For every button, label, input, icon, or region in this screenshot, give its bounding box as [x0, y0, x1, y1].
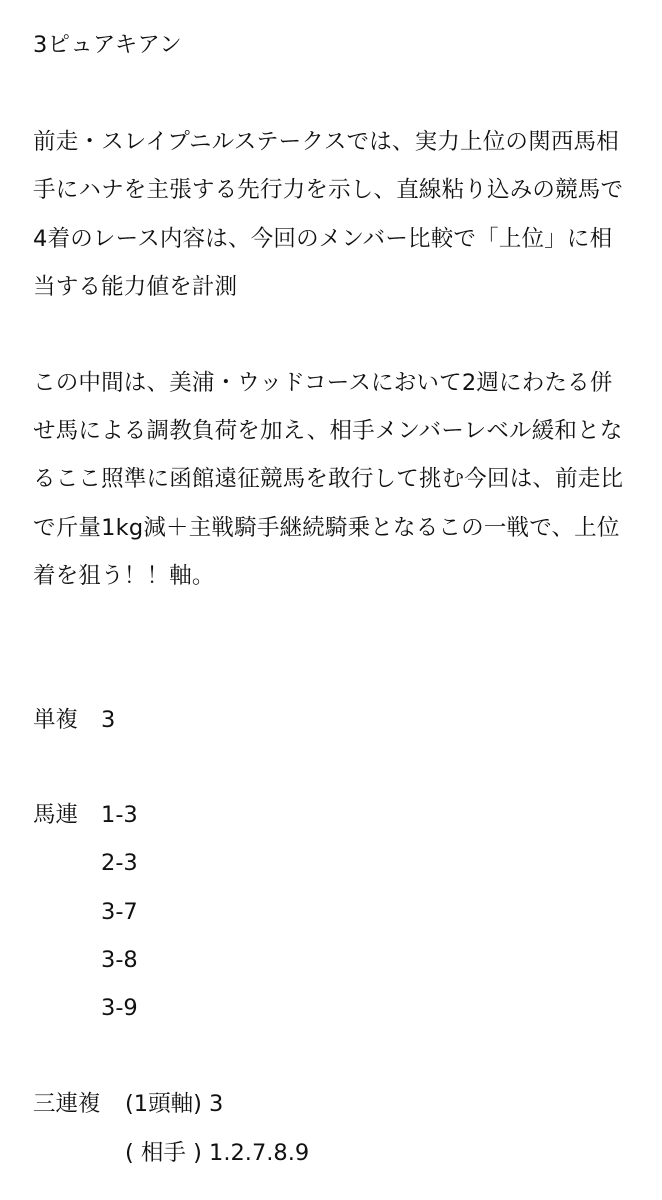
bet-value: 1-3	[101, 802, 138, 828]
paragraph-line: せ馬による調教負荷を加え、相手メンバーレベル緩和とな	[33, 418, 623, 444]
horse-title: 3ピュアキアン	[33, 32, 182, 58]
bet-value: 3	[101, 707, 116, 733]
bet-label: 単複	[33, 707, 79, 733]
paragraph-line: 手にハナを主張する先行力を示し、直線粘り込みの競馬で	[33, 177, 624, 203]
bet-label: 馬連	[33, 802, 79, 828]
paragraph-line: で斤量1kg減＋主戦騎手継続騎乗となるこの一戦で、上位	[33, 515, 620, 541]
bet-value: 3-7	[101, 899, 138, 925]
bet-value: 2-3	[101, 850, 138, 876]
bet-value: 3-8	[101, 947, 138, 973]
bet-label: 三連複	[33, 1091, 101, 1117]
paragraph-line: この中間は、美浦・ウッドコースにおいて2週にわたる併	[33, 370, 613, 396]
paragraph-line: 4着のレース内容は、今回のメンバー比較で「上位」に相	[33, 226, 613, 252]
paragraph-line: るここ照準に函館遠征競馬を敢行して挑む今回は、前走比	[33, 466, 624, 492]
bet-partners: ( 相手 ) 1.2.7.8.9	[125, 1140, 310, 1166]
paragraph-line: 前走・スレイプニルステークスでは、実力上位の関西馬相	[33, 129, 619, 155]
paragraph-line: 当する能力値を計測	[33, 274, 238, 300]
bet-axis: (1頭軸) 3	[125, 1091, 224, 1117]
paragraph-line: 着を狙う！！軸。	[33, 563, 215, 589]
bet-value: 3-9	[101, 995, 138, 1021]
